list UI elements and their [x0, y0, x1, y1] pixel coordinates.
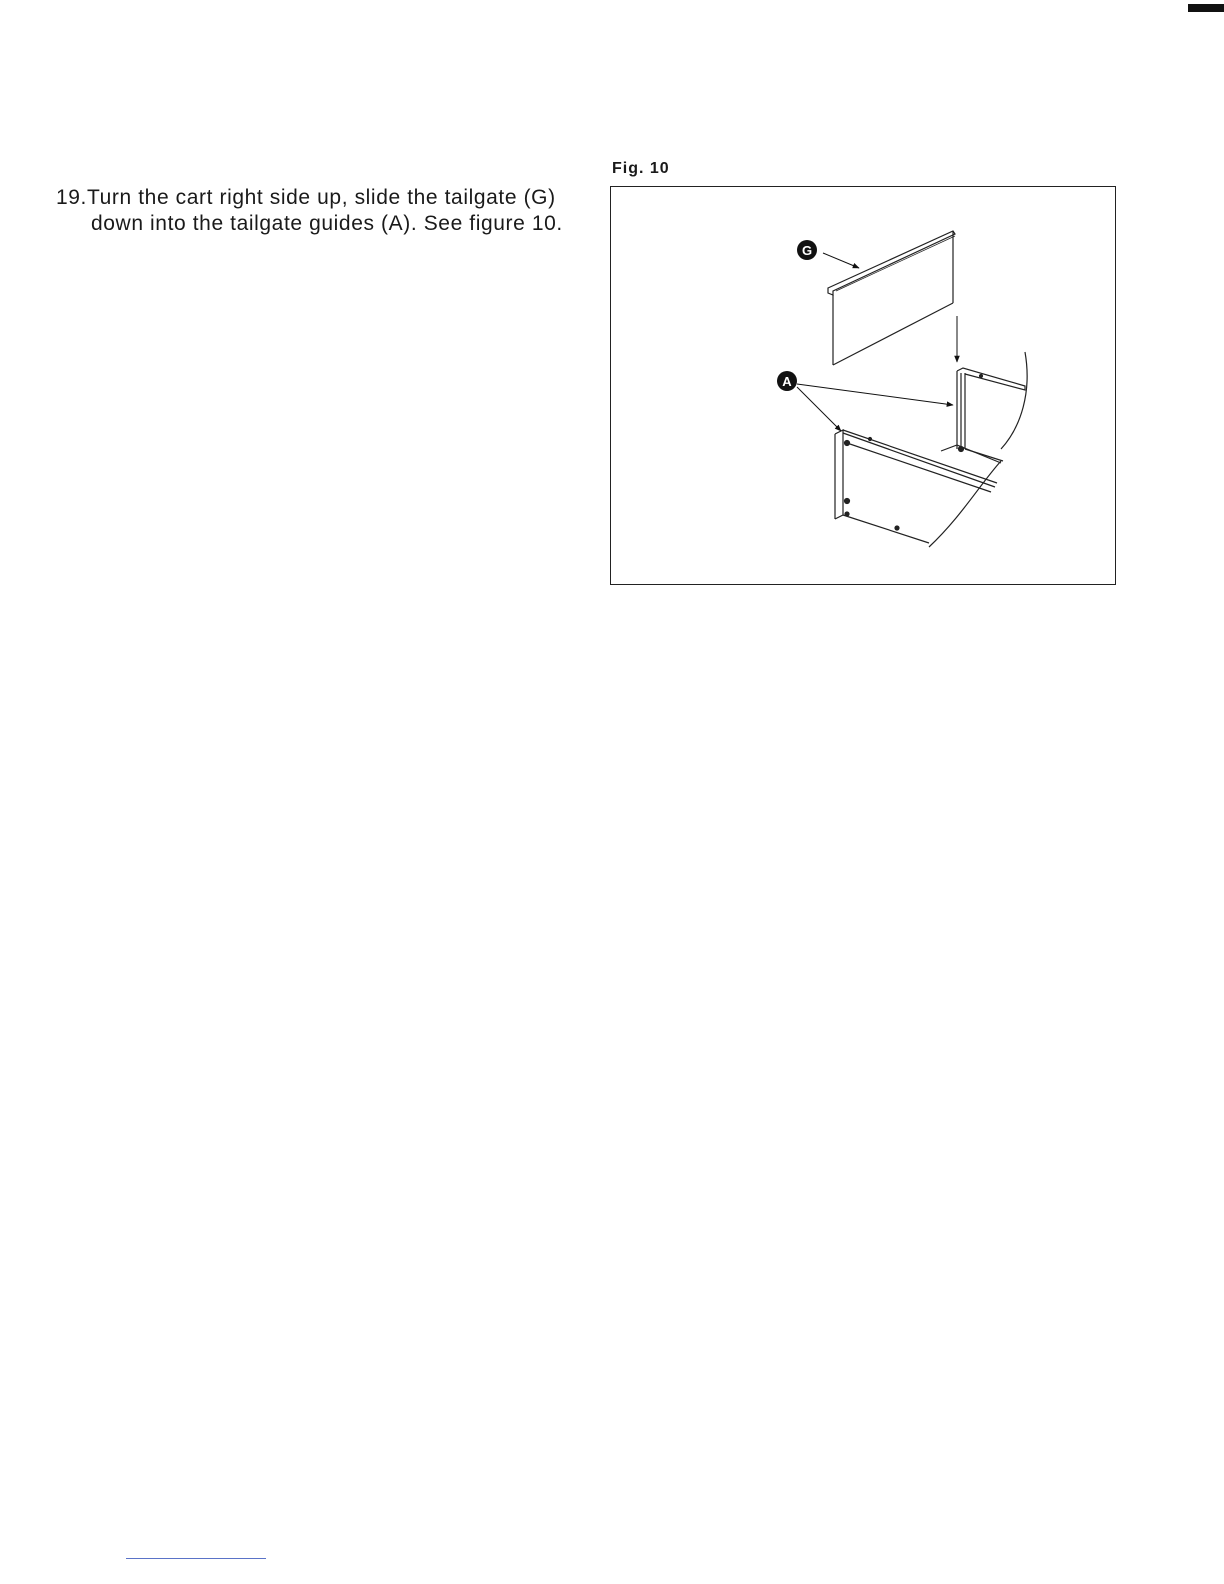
page-edge-mark — [1188, 4, 1224, 12]
instruction-line-2: down into the tailgate guides (A). See figure 10. — [91, 212, 563, 235]
figure-10-diagram — [610, 186, 1116, 585]
callout-a-leader-left — [797, 387, 841, 431]
callout-a-badge — [777, 371, 797, 391]
callout-g-leader — [823, 253, 859, 268]
callout-a-letter: A — [782, 374, 792, 389]
callout-g-badge — [797, 240, 817, 260]
callout-g-letter: G — [801, 243, 813, 258]
instruction-line-1: 19.Turn the cart right side up, slide the tailgate (G) — [56, 186, 556, 209]
figure-caption: Fig. 10 — [612, 160, 670, 177]
footer-rule — [126, 1558, 266, 1559]
tailgate-panel — [828, 231, 955, 365]
callout-a-leader-right — [797, 384, 953, 405]
assembly-illustration — [611, 187, 1117, 586]
instruction-step-19 — [56, 185, 601, 237]
cart-body — [835, 352, 1027, 547]
